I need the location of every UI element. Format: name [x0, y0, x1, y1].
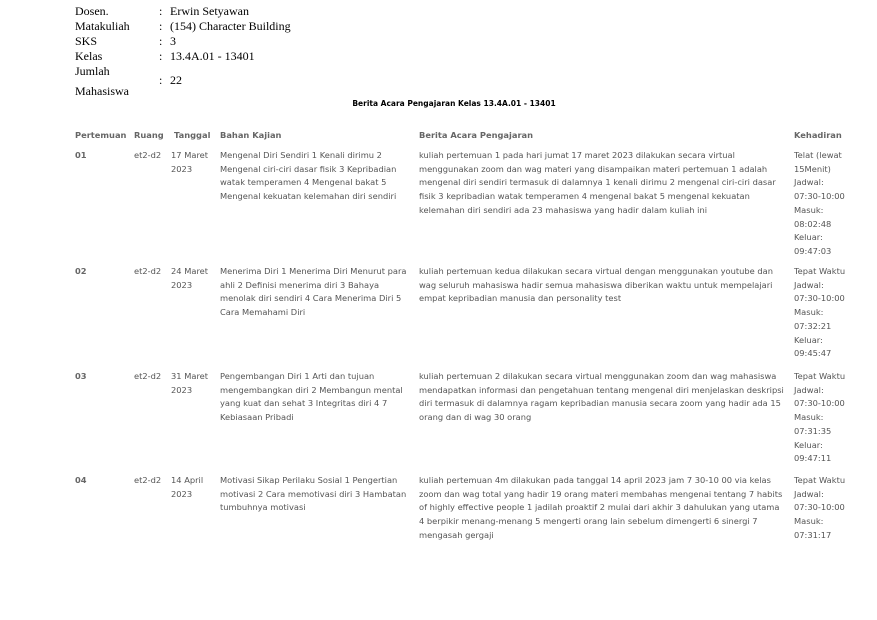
- row-berita-acara: kuliah pertemuan 4m dilakukan pada tanggal 14 april 2023 jam 7 30-10 00 via kelas zoom dan wag total yang hadir 19 orang materi membahas mengenai tentang 7 habits of highly effective people 1 jadilah proaktif 2 mulai dari akhir 3 dahulukan yang utama 4 berpikir menang-menang 5 mengerti orang lain sebelum dimengerti 6 sinergi 7 mengasah gergaji: [419, 475, 783, 540]
- kelas-label: Kelas: [75, 49, 103, 63]
- keluar-label: Keluar:: [794, 232, 823, 243]
- row-pertemuan: 04: [75, 475, 87, 485]
- row-kehadiran: [794, 474, 860, 543]
- masuk-value: 07:31:17: [794, 529, 832, 540]
- sks-value: 3: [170, 34, 176, 48]
- keluar-value: 09:45:47: [794, 348, 832, 359]
- header-berita-acara: Berita Acara Pengajaran: [419, 130, 534, 140]
- header-kehadiran: Kehadiran: [794, 130, 842, 140]
- row-tanggal: 31 Maret 2023: [171, 371, 209, 395]
- dosen-colon: :: [159, 4, 163, 18]
- attendance-status: Tepat Waktu: [794, 475, 846, 485]
- masuk-label: Masuk:: [794, 516, 824, 527]
- jadwal-label: Jadwal:: [794, 384, 824, 395]
- attendance-status: Tepat Waktu: [794, 266, 846, 276]
- row-pertemuan: 01: [75, 150, 87, 160]
- keluar-value: 09:47:11: [794, 453, 832, 464]
- jumlah-value: 22: [170, 73, 182, 87]
- row-pertemuan: 02: [75, 266, 87, 276]
- attendance-status: Tepat Waktu: [794, 371, 846, 381]
- jumlah-label: [75, 64, 165, 99]
- masuk-label: Masuk:: [794, 412, 824, 423]
- report-title: Berita Acara Pengajaran Kelas 13.4A.01 - 13401: [352, 99, 556, 108]
- jadwal-value: 07:30-10:00: [794, 191, 845, 202]
- row-tanggal: 14 April 2023: [171, 475, 204, 499]
- row-ruang: et2-d2: [134, 371, 162, 381]
- matakuliah-label: Matakuliah: [75, 19, 130, 33]
- row-tanggal: 17 Maret 2023: [171, 150, 209, 174]
- kelas-colon: :: [159, 49, 163, 63]
- header-bahan-kajian: Bahan Kajian: [220, 130, 282, 140]
- row-bahan-kajian: Motivasi Sikap Perilaku Sosial 1 Pengertian motivasi 2 Cara memotivasi diri 3 Hambatan tumbuhnya motivasi: [220, 475, 407, 513]
- jadwal-label: Jadwal:: [794, 488, 824, 499]
- masuk-value: 07:32:21: [794, 320, 832, 331]
- keluar-value: 09:47:03: [794, 245, 832, 256]
- row-kehadiran: [794, 149, 860, 259]
- row-berita-acara: kuliah pertemuan kedua dilakukan secara virtual dengan menggunakan youtube dan wag seluruh mahasiswa hadir semua mahasiswa diberikan waktu untuk mempelajari empat kepribadian manusia dan personality test: [419, 266, 773, 304]
- jadwal-label: Jadwal:: [794, 279, 824, 290]
- row-kehadiran: [794, 370, 860, 466]
- dosen-label: Dosen.: [75, 4, 109, 18]
- attendance-status: Telat (lewat 15Menit): [794, 150, 842, 174]
- dosen-value: Erwin Setyawan: [170, 4, 249, 18]
- sks-label: SKS: [75, 34, 98, 48]
- row-ruang: et2-d2: [134, 150, 162, 160]
- keluar-label: Keluar:: [794, 334, 823, 345]
- row-bahan-kajian: Mengenal Diri Sendiri 1 Kenali dirimu 2 Mengenal ciri-ciri dasar fisik 3 Kepribadian watak temperamen 4 Mengenal bakat 5 Mengenal kekuatan kelemahan diri sendiri: [220, 150, 397, 202]
- row-bahan-kajian: Pengembangan Diri 1 Arti dan tujuan mengembangkan diri 2 Membangun mental yang kuat dan sehat 3 Integritas diri 4 7 Kebiasaan Pribadi: [220, 371, 403, 423]
- masuk-label: Masuk:: [794, 204, 824, 215]
- jadwal-value: 07:30-10:00: [794, 293, 845, 304]
- jumlah-colon: :: [159, 73, 163, 87]
- sks-colon: :: [159, 34, 163, 48]
- row-pertemuan: 03: [75, 371, 87, 381]
- jumlah-label-line1: Jumlah: [75, 64, 110, 78]
- matakuliah-value: (154) Character Building: [170, 19, 291, 33]
- matakuliah-colon: :: [159, 19, 163, 33]
- row-kehadiran: [794, 265, 860, 361]
- header-ruang: Ruang: [134, 130, 164, 140]
- header-pertemuan: Pertemuan: [75, 130, 127, 140]
- row-tanggal: 24 Maret 2023: [171, 266, 209, 290]
- row-ruang: et2-d2: [134, 475, 162, 485]
- masuk-value: 07:31:35: [794, 425, 832, 436]
- header-tanggal: Tanggal: [174, 130, 211, 140]
- row-berita-acara: kuliah pertemuan 2 dilakukan secara virtual menggunakan zoom dan wag mahasiswa mendapatkan informasi dan pengetahuan tentang mengenal diri menjelaskan deskripsi diri termasuk di dalamnya ragam kepribadian manusia secara zoom yang hadir ada 15 orang dan di wag 30 orang: [419, 371, 784, 423]
- masuk-value: 08:02:48: [794, 218, 832, 229]
- row-ruang: et2-d2: [134, 266, 162, 276]
- jumlah-label-line2: Mahasiswa: [75, 84, 129, 98]
- jadwal-label: Jadwal:: [794, 177, 824, 188]
- masuk-label: Masuk:: [794, 307, 824, 318]
- kelas-value: 13.4A.01 - 13401: [170, 49, 255, 63]
- row-berita-acara: kuliah pertemuan 1 pada hari jumat 17 maret 2023 dilakukan secara virtual menggunakan zoom dan wag materi yang disampaikan materi pertemuan 1 adalah mengenal diri sendiri termasuk di dalamnya 1 kenali dirimu 2 mengenal ciri-ciri dasar fisik 3 kepribadian watak temperamen 4 mengenal bakat 5 mengenal kekuatan kelemahan diri sendiri ada 23 mahasiswa yang hadir dalam kuliah ini: [419, 150, 776, 215]
- row-bahan-kajian: Menerima Diri 1 Menerima Diri Menurut para ahli 2 Definisi menerima diri 3 Bahaya menolak diri sendiri 4 Cara Menerima Diri 5 Cara Memahami Diri: [220, 266, 407, 318]
- keluar-label: Keluar:: [794, 439, 823, 450]
- jadwal-value: 07:30-10:00: [794, 502, 845, 513]
- jadwal-value: 07:30-10:00: [794, 398, 845, 409]
